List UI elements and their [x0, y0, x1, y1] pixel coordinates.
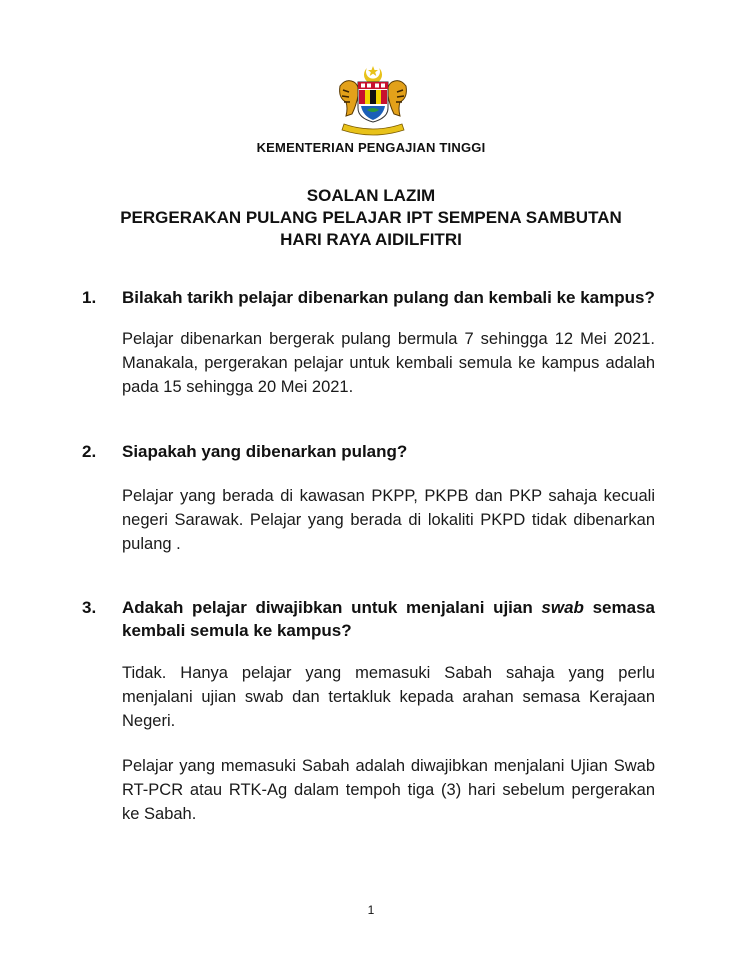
- question-number: 2.: [82, 442, 97, 461]
- question-text: Bilakah tarikh pelajar dibenarkan pulang dan kembali ke kampus?: [122, 288, 655, 307]
- answer-3-paragraph-2: Pelajar yang memasuki Sabah adalah diwajibkan menjalani Ujian Swab RT-PCR atau RTK-Ag dalam tempoh tiga (3) hari sebelum pergerakan ke Sabah.: [122, 757, 655, 823]
- question-text-part-1: Adakah pelajar diwajibkan untuk menjalani ujian: [122, 598, 533, 617]
- answer-2-paragraph: Pelajar yang berada di kawasan PKPP, PKPB dan PKP sahaja kecuali negeri Sarawak. Pelajar yang berada di lokaliti PKPD tidak dibenarkan pulang .: [122, 487, 655, 553]
- page-number: 1: [367, 903, 375, 917]
- question-text-part-2: semasa kembali semula ke kampus?: [122, 598, 655, 640]
- title-line-2: PERGERAKAN PULANG PELAJAR IPT SEMPENA SAMBUTAN: [120, 208, 622, 227]
- answer-3-paragraph-1: Tidak. Hanya pelajar yang memasuki Sabah sahaja yang perlu menjalani ujian swab dan tertakluk kepada arahan semasa Kerajaan Negeri.: [122, 664, 655, 730]
- malaysia-coat-of-arms-icon: [334, 64, 412, 136]
- question-number: 3.: [82, 598, 97, 617]
- ministry-name: KEMENTERIAN PENGAJIAN TINGGI: [256, 140, 486, 155]
- question-number: 1.: [82, 288, 97, 307]
- title-line-3: HARI RAYA AIDILFITRI: [280, 230, 462, 249]
- question-text: [122, 596, 655, 642]
- document-title: [0, 185, 742, 251]
- question-text: Siapakah yang dibenarkan pulang?: [122, 442, 408, 461]
- answer-1-paragraph: Pelajar dibenarkan bergerak pulang bermula 7 sehingga 12 Mei 2021. Manakala, pergerakan pelajar untuk kembali semula ke kampus adalah pada 15 sehingga 20 Mei 2021.: [122, 330, 655, 396]
- question-text-italic: swab: [541, 598, 584, 617]
- title-line-1: SOALAN LAZIM: [306, 186, 436, 205]
